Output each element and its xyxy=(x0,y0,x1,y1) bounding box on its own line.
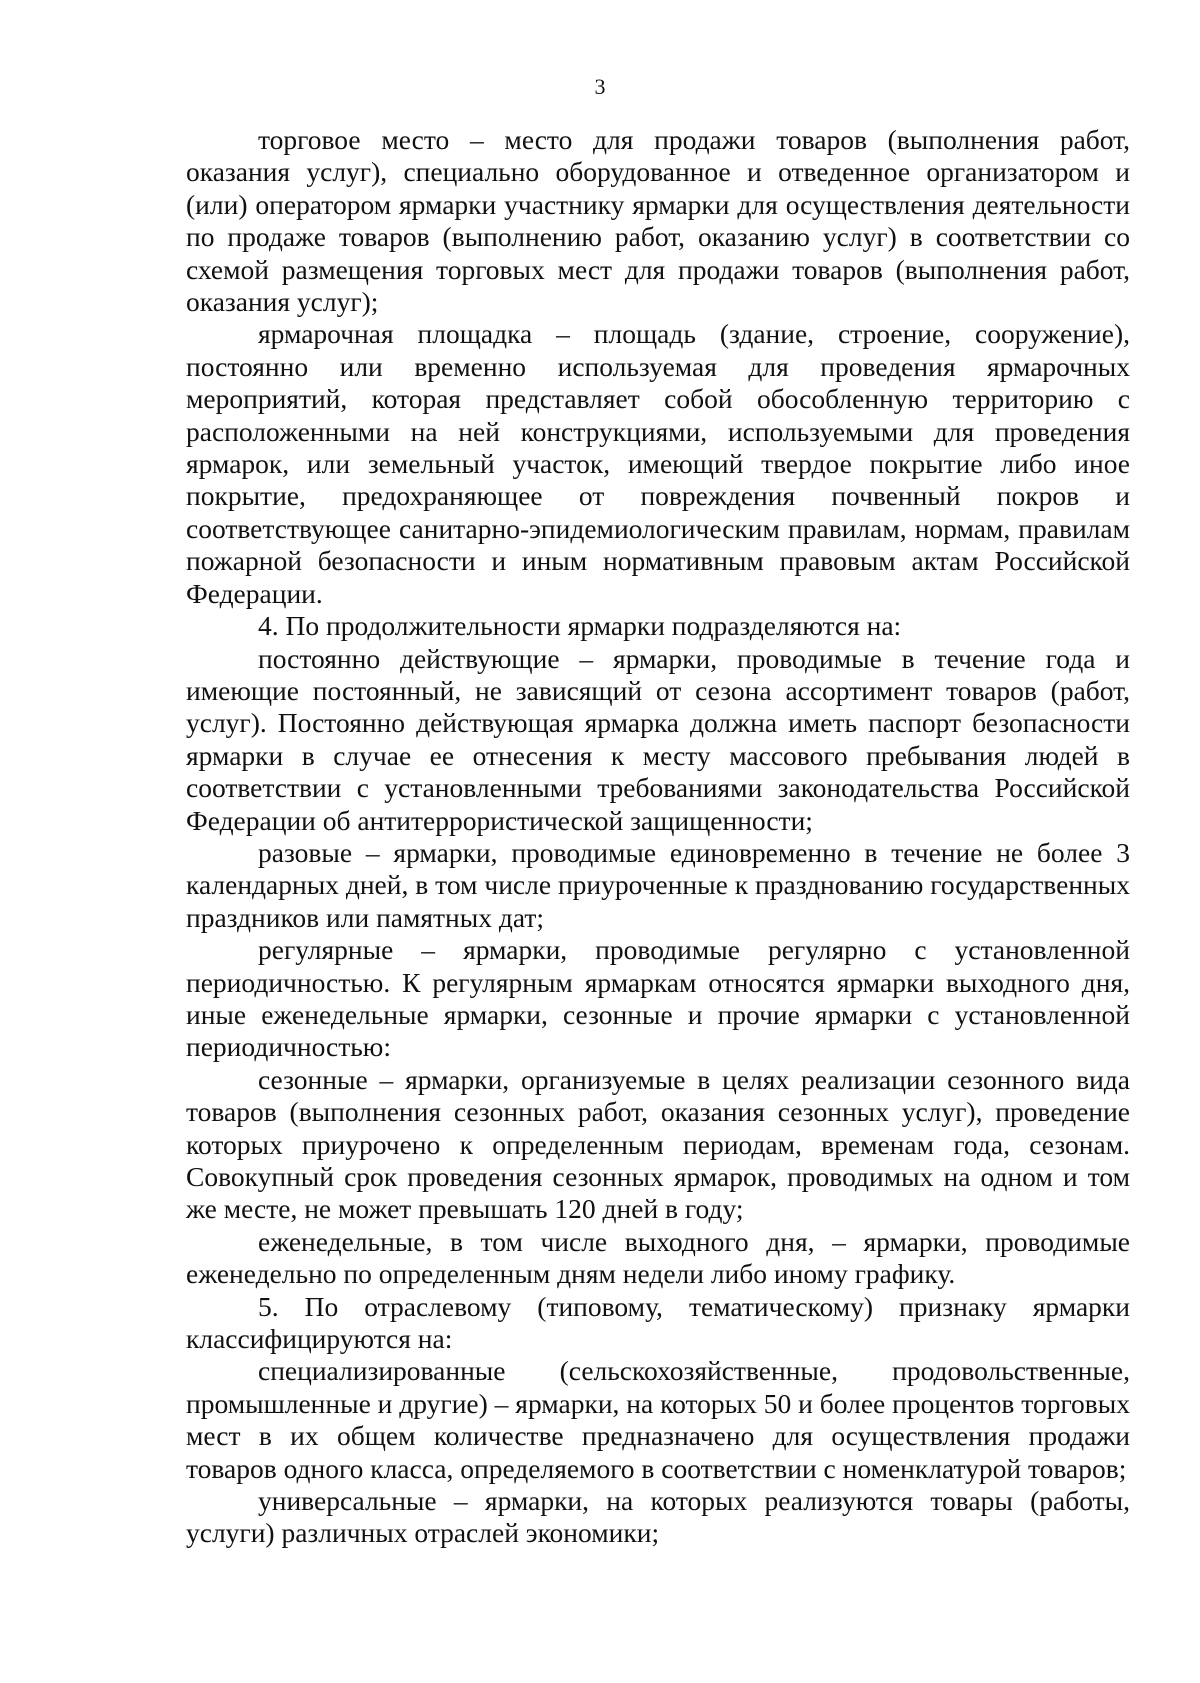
paragraph-seasonal-fairs: сезонные – ярмарки, организуемые в целях реализации сезонного вида товаров (выполнения сезонных работ, оказания сезонных услуг), проведение которых приурочено к определенным периодам, временам года, сезонам. Совокупный срок проведения сезонных ярмарок, проводимых на одном и том же месте, не может превышать 120 дней в году; xyxy=(186,1063,1130,1225)
paragraph-trade-place-definition: торговое место – место для продажи товаров (выполнения работ, оказания услуг), специально оборудованное и отведенное организатором и (или) оператором ярмарки участнику ярмарки для осуществления деятельности по продаже товаров (выполнению работ, оказанию услуг) в соответствии со схемой размещения торговых мест для продажи товаров (выполнения работ, оказания услуг); xyxy=(186,124,1130,318)
paragraph-one-time-fairs: разовые – ярмарки, проводимые единовременно в течение не более 3 календарных дней, в том числе приуроченные к празднованию государственных праздников или памятных дат; xyxy=(186,836,1130,933)
paragraph-universal-fairs: универсальные – ярмарки, на которых реализуются товары (работы, услуги) различных отраслей экономики; xyxy=(186,1485,1130,1549)
paragraph-permanent-fairs: постоянно действующие – ярмарки, проводимые в течение года и имеющие постоянный, не зависящий от сезона ассортимент товаров (работ, услуг). Постоянно действующая ярмарка должна иметь паспорт безопасности ярмарки в случае ее отнесения к месту массового пребывания людей в соответствии с установленными требованиями законодательства Российской Федерации об антитеррористической защищенности; xyxy=(186,642,1130,836)
paragraph-specialized-fairs: специализированные (сельскохозяйственные, продовольственные, промышленные и другие) – ярмарки, на которых 50 и более процентов торговых мест в их общем количестве предназначено для осуществления продажи товаров одного класса, определяемого в соответствии с номенклатурой товаров; xyxy=(186,1355,1130,1484)
document-body xyxy=(186,124,1130,1550)
paragraph-weekly-fairs: еженедельные, в том числе выходного дня, – ярмарки, проводимые еженедельно по определенным дням недели либо иному графику. xyxy=(186,1225,1130,1290)
paragraph-section-4-heading: 4. По продолжительности ярмарки подразделяются на: xyxy=(258,610,902,642)
paragraph-section-5-heading: 5. По отраслевому (типовому, тематическому) признаку ярмарки классифицируются на: xyxy=(186,1290,1130,1355)
paragraph-regular-fairs: регулярные – ярмарки, проводимые регулярно с установленной периодичностью. К регулярным ярмаркам относятся ярмарки выходного дня, иные еженедельные ярмарки, сезонные и прочие ярмарки с установленной периодичностью: xyxy=(186,934,1130,1063)
paragraph-fair-site-definition: ярмарочная площадка – площадь (здание, строение, сооружение), постоянно или временно используемая для проведения ярмарочных мероприятий, которая представляет собой обособленную территорию с расположенными на ней конструкциями, используемыми для проведения ярмарок, или земельный участок, имеющий твердое покрытие либо иное покрытие, предохраняющее от повреждения почвенный покров и соответствующее санитарно-эпидемиологическим правилам, нормам, правилам пожарной безопасности и иным нормативным правовым актам Российской Федерации. xyxy=(186,318,1130,609)
page-number: 3 xyxy=(594,74,606,99)
